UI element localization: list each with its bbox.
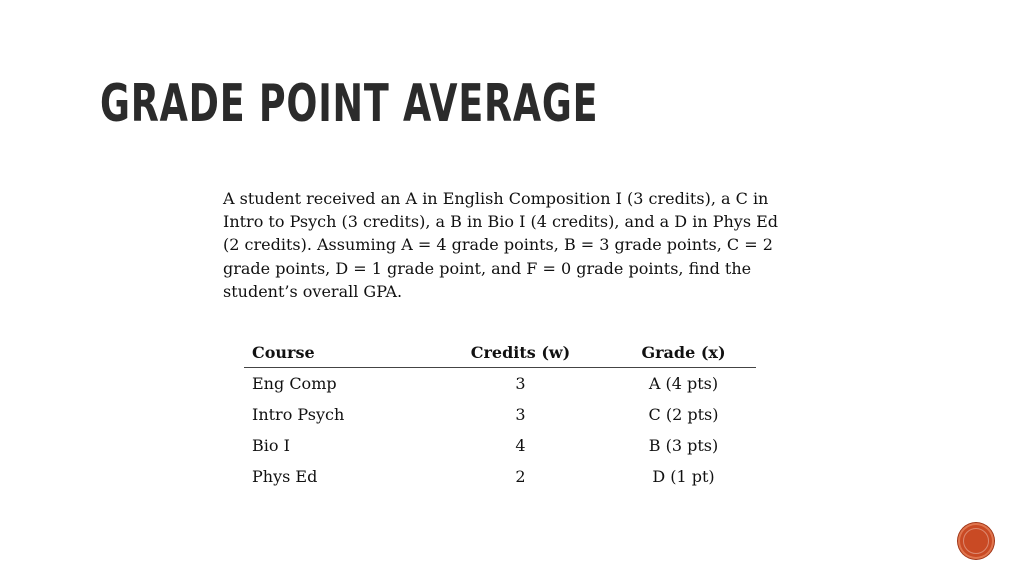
credits-cell: 3 bbox=[515, 374, 526, 393]
table-row bbox=[244, 430, 756, 461]
slide-title: GRADE POINT AVERAGE bbox=[100, 74, 599, 134]
header-grade: Grade (x) bbox=[611, 337, 756, 368]
header-course: Course bbox=[244, 337, 430, 368]
table-row bbox=[244, 399, 756, 430]
credits-cell: 3 bbox=[515, 405, 526, 424]
course-cell: Phys Ed bbox=[252, 467, 318, 486]
grade-table bbox=[244, 337, 756, 492]
grade-cell: D (1 pt) bbox=[652, 467, 715, 486]
slide-nav-button[interactable] bbox=[958, 523, 994, 559]
table-row bbox=[244, 461, 756, 492]
course-cell: Bio I bbox=[252, 436, 290, 455]
course-cell: Intro Psych bbox=[252, 405, 345, 424]
table-row bbox=[244, 368, 756, 400]
table-header-row bbox=[244, 337, 756, 368]
credits-cell: 2 bbox=[515, 467, 526, 486]
grade-cell: A (4 pts) bbox=[648, 374, 719, 393]
header-credits: Credits (w) bbox=[430, 337, 611, 368]
grade-cell: C (2 pts) bbox=[648, 405, 719, 424]
problem-text: A student received an A in English Composition I (3 credits), a C in Intro to Psych (3 credits), a B in Bio I (4 credits), and a D in Phys Ed (2 credits). Assuming A = 4 grade points, B = 3 grade points, C = 2 grade points, D = 1 grade point, and F = 0 grade points, find the student’s overall GPA. bbox=[223, 189, 779, 301]
grade-cell: B (3 pts) bbox=[648, 436, 719, 455]
course-cell: Eng Comp bbox=[252, 374, 337, 393]
credits-cell: 4 bbox=[515, 436, 526, 455]
